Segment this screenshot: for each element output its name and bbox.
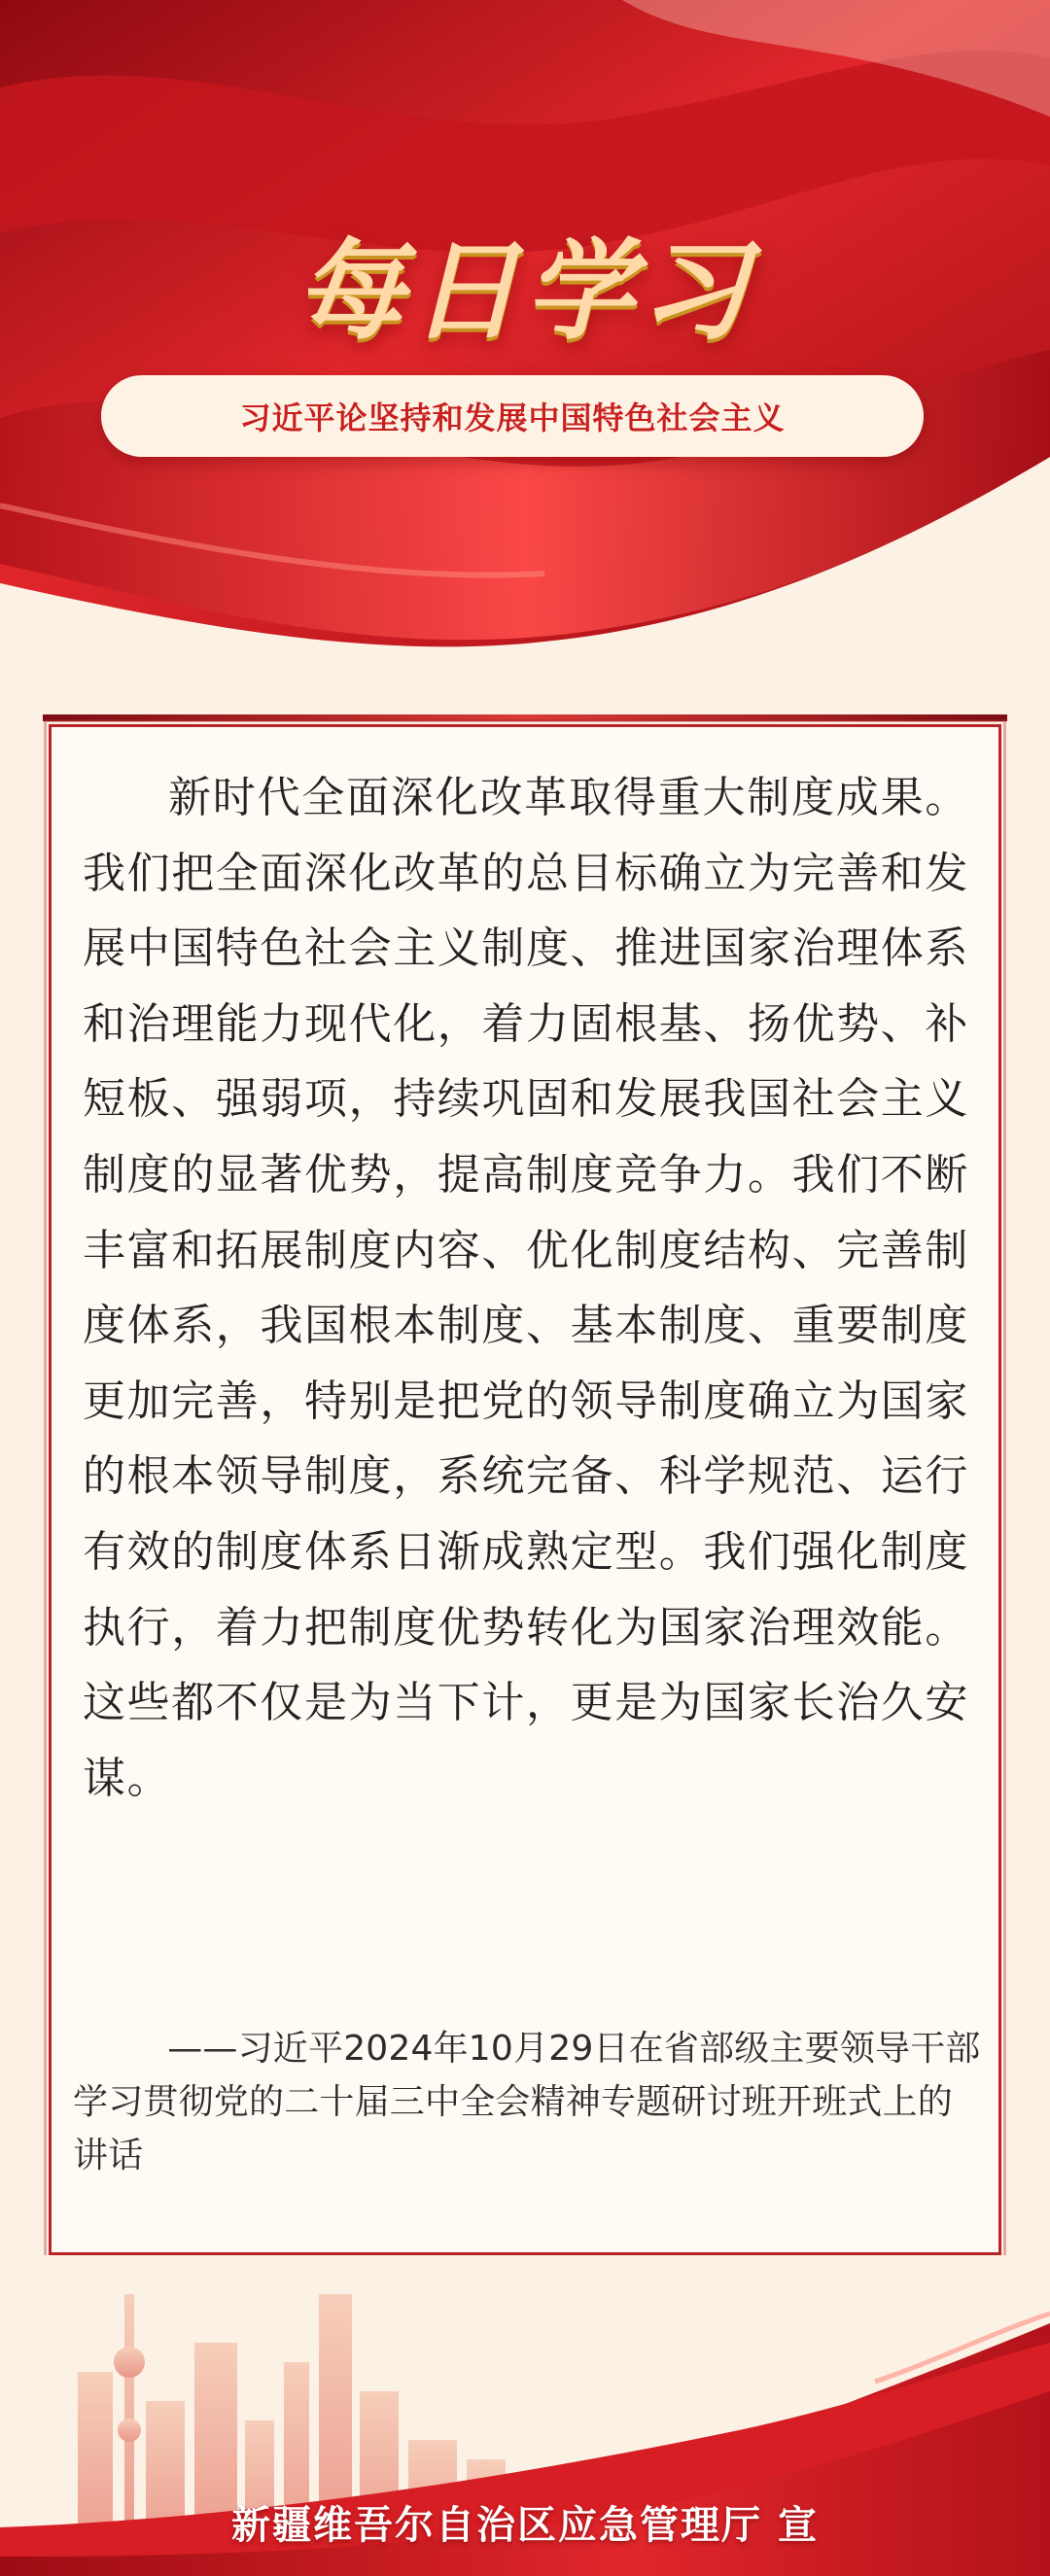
page-title: 每日学习 — [296, 228, 754, 355]
article-body: 新时代全面深化改革取得重大制度成果。我们把全面深化改革的总目标确立为完善和发展中国特色社会主义制度、推进国家治理体系和治理能力现代化，着力固根基、扬优势、补短板、强弱项，持续巩固和发展我国社会主义制度的显著优势，提高制度竞争力。我们不断丰富和拓展制度内容、优化制度结构、完善制度体系，我国根本制度、基本制度、重要制度更加完善，特别是把党的领导制度确立为国家的根本领导制度，系统完备、科学规范、运行有效的制度体系日渐成熟定型。我们强化制度执行，着力把制度优势转化为国家治理效能。这些都不仅是为当下计，更是为国家长治久安谋。 — [83, 773, 969, 1803]
subtitle-pill — [101, 375, 924, 457]
subtitle-text: 习近平论坚持和发展中国特色社会主义 — [239, 400, 786, 436]
article-source: ——习近平2024年10月29日在省部级主要领导干部学习贯彻党的二十届三中全会精神专题研讨班开班式上的讲话 — [73, 2029, 981, 2176]
publisher-credit: 新疆维吾尔自治区应急管理厅 宣 — [231, 2503, 819, 2548]
card-top-border — [43, 714, 1007, 721]
